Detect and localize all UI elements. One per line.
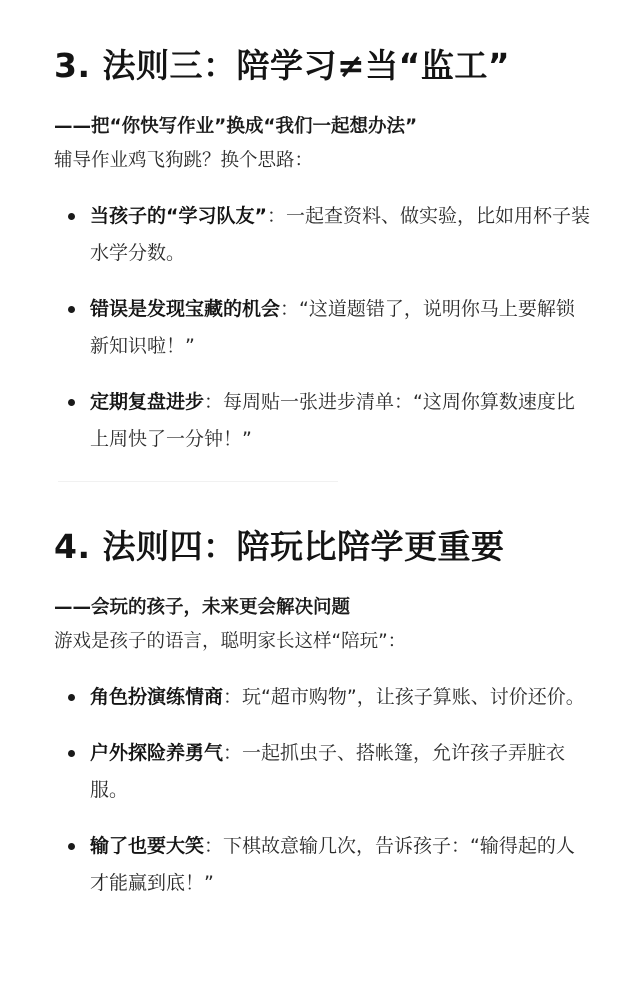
- list-item-text: ：玩“超市购物”，让孩子算账、讨价还价。: [223, 686, 585, 708]
- list-item-text: ：每周贴一张进步清单：“这周你算数速度比上周快了一分钟！”: [90, 391, 575, 450]
- section-heading: 3. 法则三：陪学习≠当“监工”: [54, 46, 511, 85]
- section-subtitle: ——会玩的孩子，未来更会解决问题: [54, 597, 351, 618]
- list-item-title: 户外探险养勇气: [90, 742, 224, 764]
- list-item-title: 错误是发现宝藏的机会: [90, 298, 281, 320]
- list-item-title: 当孩子的“学习队友”: [90, 205, 267, 227]
- list-item-text: ：下棋故意输几次，告诉孩子：“输得起的人才能赢到底！”: [90, 835, 575, 894]
- list-item-title: 定期复盘进步: [90, 391, 205, 413]
- list-item-text: ：“这道题错了，说明你马上要解锁新知识啦！”: [90, 298, 575, 357]
- section-rule-4: [54, 521, 614, 921]
- bullet-icon: [68, 399, 75, 406]
- list-item-text: ：一起查资料、做实验，比如用杯子装水学分数。: [90, 205, 590, 264]
- section-rule-3: [54, 40, 614, 477]
- bullet-icon: [68, 694, 75, 701]
- tips-list: [54, 198, 614, 458]
- list-item-title: 输了也要大笑: [90, 835, 205, 857]
- section-heading: 4. 法则四：陪玩比陪学更重要: [54, 527, 505, 566]
- section-subtitle: ——把“你快写作业”换成“我们一起想办法”: [54, 116, 418, 137]
- section-divider: [58, 481, 338, 482]
- bullet-icon: [68, 843, 75, 850]
- list-item: [54, 679, 590, 716]
- list-item: [54, 384, 590, 458]
- section-intro: 辅导作业鸡飞狗跳？换个思路：: [54, 150, 314, 171]
- bullet-icon: [68, 306, 75, 313]
- list-item: [54, 828, 590, 902]
- list-item-text: ：一起抓虫子、搭帐篷，允许孩子弄脏衣服。: [90, 742, 566, 801]
- list-item-title: 角色扮演练情商: [90, 686, 224, 708]
- bullet-icon: [68, 750, 75, 757]
- list-item: [54, 198, 590, 272]
- tips-list: [54, 679, 614, 902]
- list-item: [54, 735, 590, 809]
- list-item: [54, 291, 590, 365]
- bullet-icon: [68, 213, 75, 220]
- section-intro: 游戏是孩子的语言，聪明家长这样“陪玩”：: [54, 631, 407, 652]
